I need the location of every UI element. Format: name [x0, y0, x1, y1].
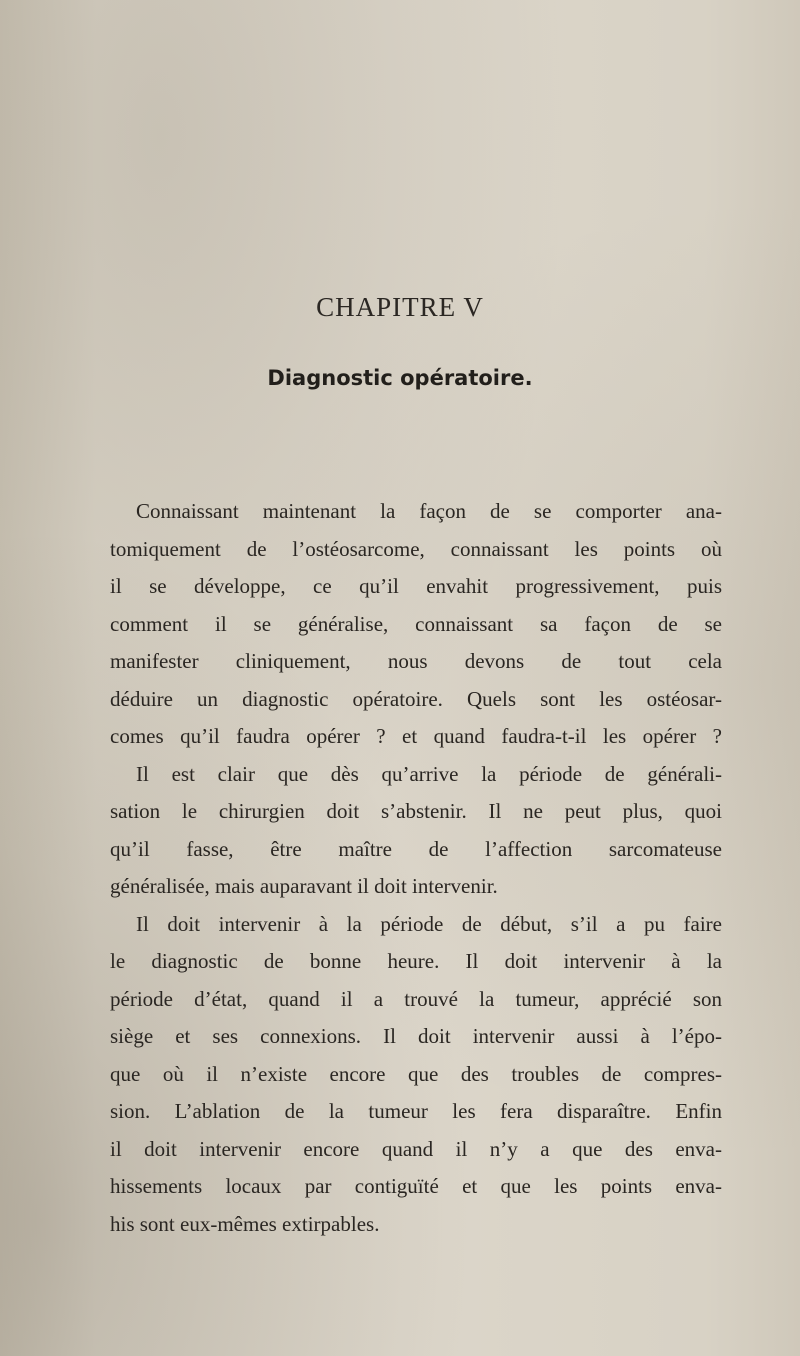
text-line: Il doit intervenir à la période de début, s’il a pu faire [136, 911, 722, 936]
text-line: période d’état, quand il a trouvé la tumeur, apprécié son [110, 986, 722, 1011]
text-line: hissements locaux par contiguïté et que les points enva- [110, 1174, 722, 1198]
text-line: le diagnostic de bonne heure. Il doit intervenir à la [110, 949, 722, 973]
text-line: Il est clair que dès qu’arrive la période de générali- [136, 761, 722, 786]
section-title: Diagnostic opératoire. [267, 366, 533, 390]
text-line: généralisée, mais auparavant il doit intervenir. [110, 874, 498, 898]
text-line: il doit intervenir encore quand il n’y a que des enva- [110, 1136, 722, 1161]
chapter-heading: CHAPITRE V [316, 292, 484, 322]
text-line: sion. L’ablation de la tumeur les fera disparaître. Enfin [110, 1099, 722, 1123]
text-line: que où il n’existe encore que des troubles de compres- [110, 1061, 722, 1086]
text-line: tomiquement de l’ostéosarcome, connaissant les points où [110, 536, 722, 561]
text-line: Connaissant maintenant la façon de se comporter ana- [136, 499, 722, 523]
text-line: déduire un diagnostic opératoire. Quels sont les ostéosar- [110, 686, 722, 711]
body-text [110, 493, 722, 1243]
text-line: qu’il fasse, être maître de l’affection sarcomateuse [110, 836, 722, 861]
text-line: siège et ses connexions. Il doit intervenir aussi à l’épo- [110, 1024, 722, 1048]
text-line: his sont eux-mêmes extirpables. [110, 1211, 380, 1236]
text-line: il se développe, ce qu’il envahit progressivement, puis [110, 574, 722, 598]
text-line: manifester cliniquement, nous devons de tout cela [110, 649, 722, 673]
text-line: comes qu’il faudra opérer ? et quand faudra-t-il les opérer ? [110, 724, 722, 748]
text-line: comment il se généralise, connaissant sa façon de se [110, 611, 722, 636]
text-line: sation le chirurgien doit s’abstenir. Il ne peut plus, quoi [110, 799, 722, 823]
